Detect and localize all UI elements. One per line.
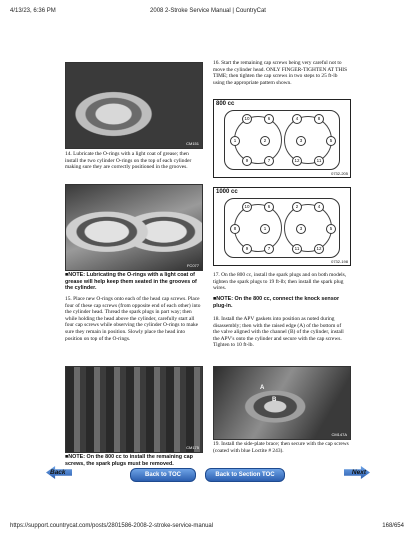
torque-pattern-1000cc (213, 187, 351, 266)
photo-cylinder-orings (65, 62, 203, 149)
bolt-number: 7 (264, 156, 274, 166)
back-label: Back (50, 469, 66, 476)
note-knock-sensor: ■NOTE: On the 800 cc, connect the knock sensor plug-in. (213, 296, 340, 309)
diagram-code: 0732-205 (331, 171, 348, 176)
bolt-number: 10 (242, 202, 252, 212)
bolt-number: 2 (292, 202, 302, 212)
diagram-label: 1000 cc (216, 189, 238, 195)
document-title: 2008 2-Stroke Service Manual | CountryCat (150, 8, 266, 14)
bolt-number: 9 (242, 156, 252, 166)
bolt-number: 3 (296, 136, 306, 146)
combustion-chamber-right (284, 204, 332, 252)
source-url: https://support.countrycat.com/posts/2801586-2008-2-stroke-service-manual (10, 523, 214, 529)
callout-a: A (260, 385, 265, 391)
bolt-number: 1 (260, 224, 270, 234)
bolt-number: 7 (264, 244, 274, 254)
bolt-number: 8 (314, 114, 324, 124)
bolt-number: 5 (326, 224, 336, 234)
callout-b: B (272, 397, 277, 403)
photo-head-cap-screws (65, 366, 203, 453)
step-17: 17. On the 800 cc, install the spark plugs and on both models, tighten the spark plugs to 19 ft-lb; then install the spark plug wires. (213, 272, 347, 292)
step-15: 15. Place new O-rings onto each of the head cap screws. Place four of these cap screws (from opposite end of each other) into the cylinder head. Thread the spark plugs in part way; then while holding the head above the cylinder, carefully start all four cap screws while observing the cylinder O-rings to make sure they remain in position. Slowly place the head into position on top of the O-rings. (65, 296, 201, 342)
bolt-number: 9 (242, 244, 252, 254)
bolt-number: 11 (314, 156, 324, 166)
next-label: Next (351, 469, 366, 476)
print-datetime: 4/13/23, 6:36 PM (10, 8, 56, 14)
back-to-toc-button[interactable]: Back to TOC (130, 468, 196, 482)
step-14: 14. Lubricate the O-rings with a light coat of grease; then install the two cylinder O-rings on the top of each cylinder making sure they are correctly positioned in the grooves. (65, 151, 192, 171)
back-button[interactable] (46, 465, 78, 481)
back-to-section-toc-button[interactable]: Back to Section TOC (205, 468, 285, 482)
combustion-chamber-left (234, 116, 282, 164)
step-19: 19. Install the side-plate brace; then secure with the cap screws (coated with blue Loctite # 243). (213, 441, 349, 454)
photo-cylinders-seated (65, 184, 203, 271)
photo-apv-gasket (213, 366, 351, 440)
bolt-number: 2 (260, 136, 270, 146)
note-lubricating-orings: ■NOTE: Lubricating the O-rings with a light coat of grease will help keep them seated in the grooves of the cylinder. (65, 272, 197, 292)
bolt-number: 11 (292, 244, 302, 254)
bolt-number: 8 (230, 224, 240, 234)
next-button[interactable] (338, 465, 370, 481)
combustion-chamber-left (234, 204, 282, 252)
diagram-label: 800 cc (216, 101, 235, 107)
bolt-number: 4 (314, 202, 324, 212)
step-16: 16. Start the remaining cap screws being very careful not to move the cylinder head. ONLY FINGER-TIGHTEN AT THIS TIME; then tighten the cap screws in two steps to 25 ft-lb using the appropriate pattern shown. (213, 60, 348, 86)
bolt-number: 1 (230, 136, 240, 146)
photo-code: FC077 (186, 263, 199, 268)
step-18: 18. Install the APV gaskets into position as noted during disassembly; then with the raised edge (A) of the bottom of the valve aligned with the channel (B) of the cylinder, install the APV's onto the cylinder and secure with the cap screws. Tighten to 10 ft-lb. (213, 316, 344, 349)
bolt-number: 10 (242, 114, 252, 124)
combustion-chamber-right (284, 116, 332, 164)
bolt-number: 5 (326, 136, 336, 146)
note-800cc-spark-plugs: ■NOTE: On the 800 cc to install the remaining cap screws, the spark plugs must be removed. (65, 454, 193, 467)
bolt-number: 12 (292, 156, 302, 166)
photo-code: CM151 (186, 141, 199, 146)
torque-pattern-800cc (213, 99, 351, 178)
bolt-number: 4 (292, 114, 302, 124)
photo-code: CM147A (331, 432, 347, 437)
bolt-number: 6 (264, 202, 274, 212)
bolt-number: 6 (264, 114, 274, 124)
photo-code: CM175 (186, 445, 199, 450)
page-counter: 168/654 (382, 523, 404, 529)
diagram-code: 0732-198 (331, 259, 348, 264)
bolt-number: 12 (314, 244, 324, 254)
bolt-number: 3 (296, 224, 306, 234)
